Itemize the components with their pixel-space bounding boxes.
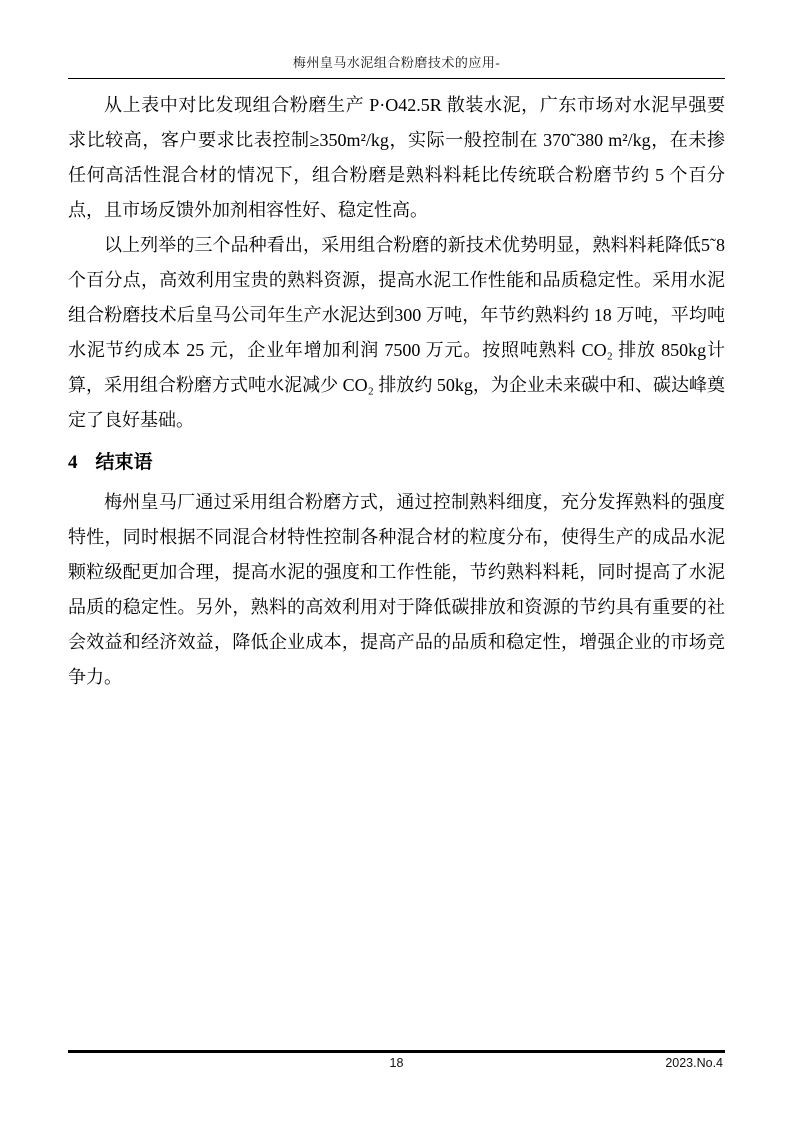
section-heading <box>68 446 725 480</box>
running-head-title: 梅州皇马水泥组合粉磨技术的应用- <box>292 55 501 70</box>
footer-rule <box>68 1050 725 1053</box>
section-title: 结束语 <box>95 452 153 473</box>
page-header <box>68 54 725 79</box>
footer-row <box>68 1056 725 1074</box>
page-number: 18 <box>389 1056 404 1070</box>
issue-label: 2023.No.4 <box>665 1056 723 1070</box>
section-number: 4 <box>68 452 78 473</box>
paragraph-benefits: 以上列举的三个品种看出，采用组合粉磨的新技术优势明显，熟料料耗降低5˜8 个百分点，高效利用宝贵的熟料资源，提高水泥工作性能和品质稳定性。采用水泥组合粉磨技术后皇马公司年生产水泥达到300 万吨，年节约熟料约 18 万吨，平均吨水泥节约成本 25 元，企业年增加利润 7500 万元。按照吨熟料 CO₂ 排放 850kg计算，采用组合粉磨方式吨水泥减少 CO₂ 排放约 50kg，为企业未来碳中和、碳达峰奠定了良好基础。 <box>68 235 725 430</box>
document-body <box>68 88 725 695</box>
paragraph-comparison: 从上表中对比发现组合粉磨生产 P·O42.5R 散装水泥，广东市场对水泥早强要求比较高，客户要求比表控制≥350m²/kg，实际一般控制在 370˜380 m²/kg，在未掺任何高活性混合材的情况下，组合粉磨是熟料料耗比传统联合粉磨节约 5 个百分点，且市场反馈外加剂相容性好、稳定性高。 <box>68 95 725 220</box>
page-footer <box>68 1050 725 1074</box>
paragraph-conclusion: 梅州皇马厂通过采用组合粉磨方式，通过控制熟料细度，充分发挥熟料的强度特性，同时根据不同混合材特性控制各种混合材的粒度分布，使得生产的成品水泥颗粒级配更加合理，提高水泥的强度和工作性能，节约熟料料耗，同时提高了水泥品质的稳定性。另外，熟料的高效利用对于降低碳排放和资源的节约具有重要的社会效益和经济效益，降低企业成本，提高产品的品质和稳定性，增强企业的市场竞争力。 <box>68 492 725 687</box>
